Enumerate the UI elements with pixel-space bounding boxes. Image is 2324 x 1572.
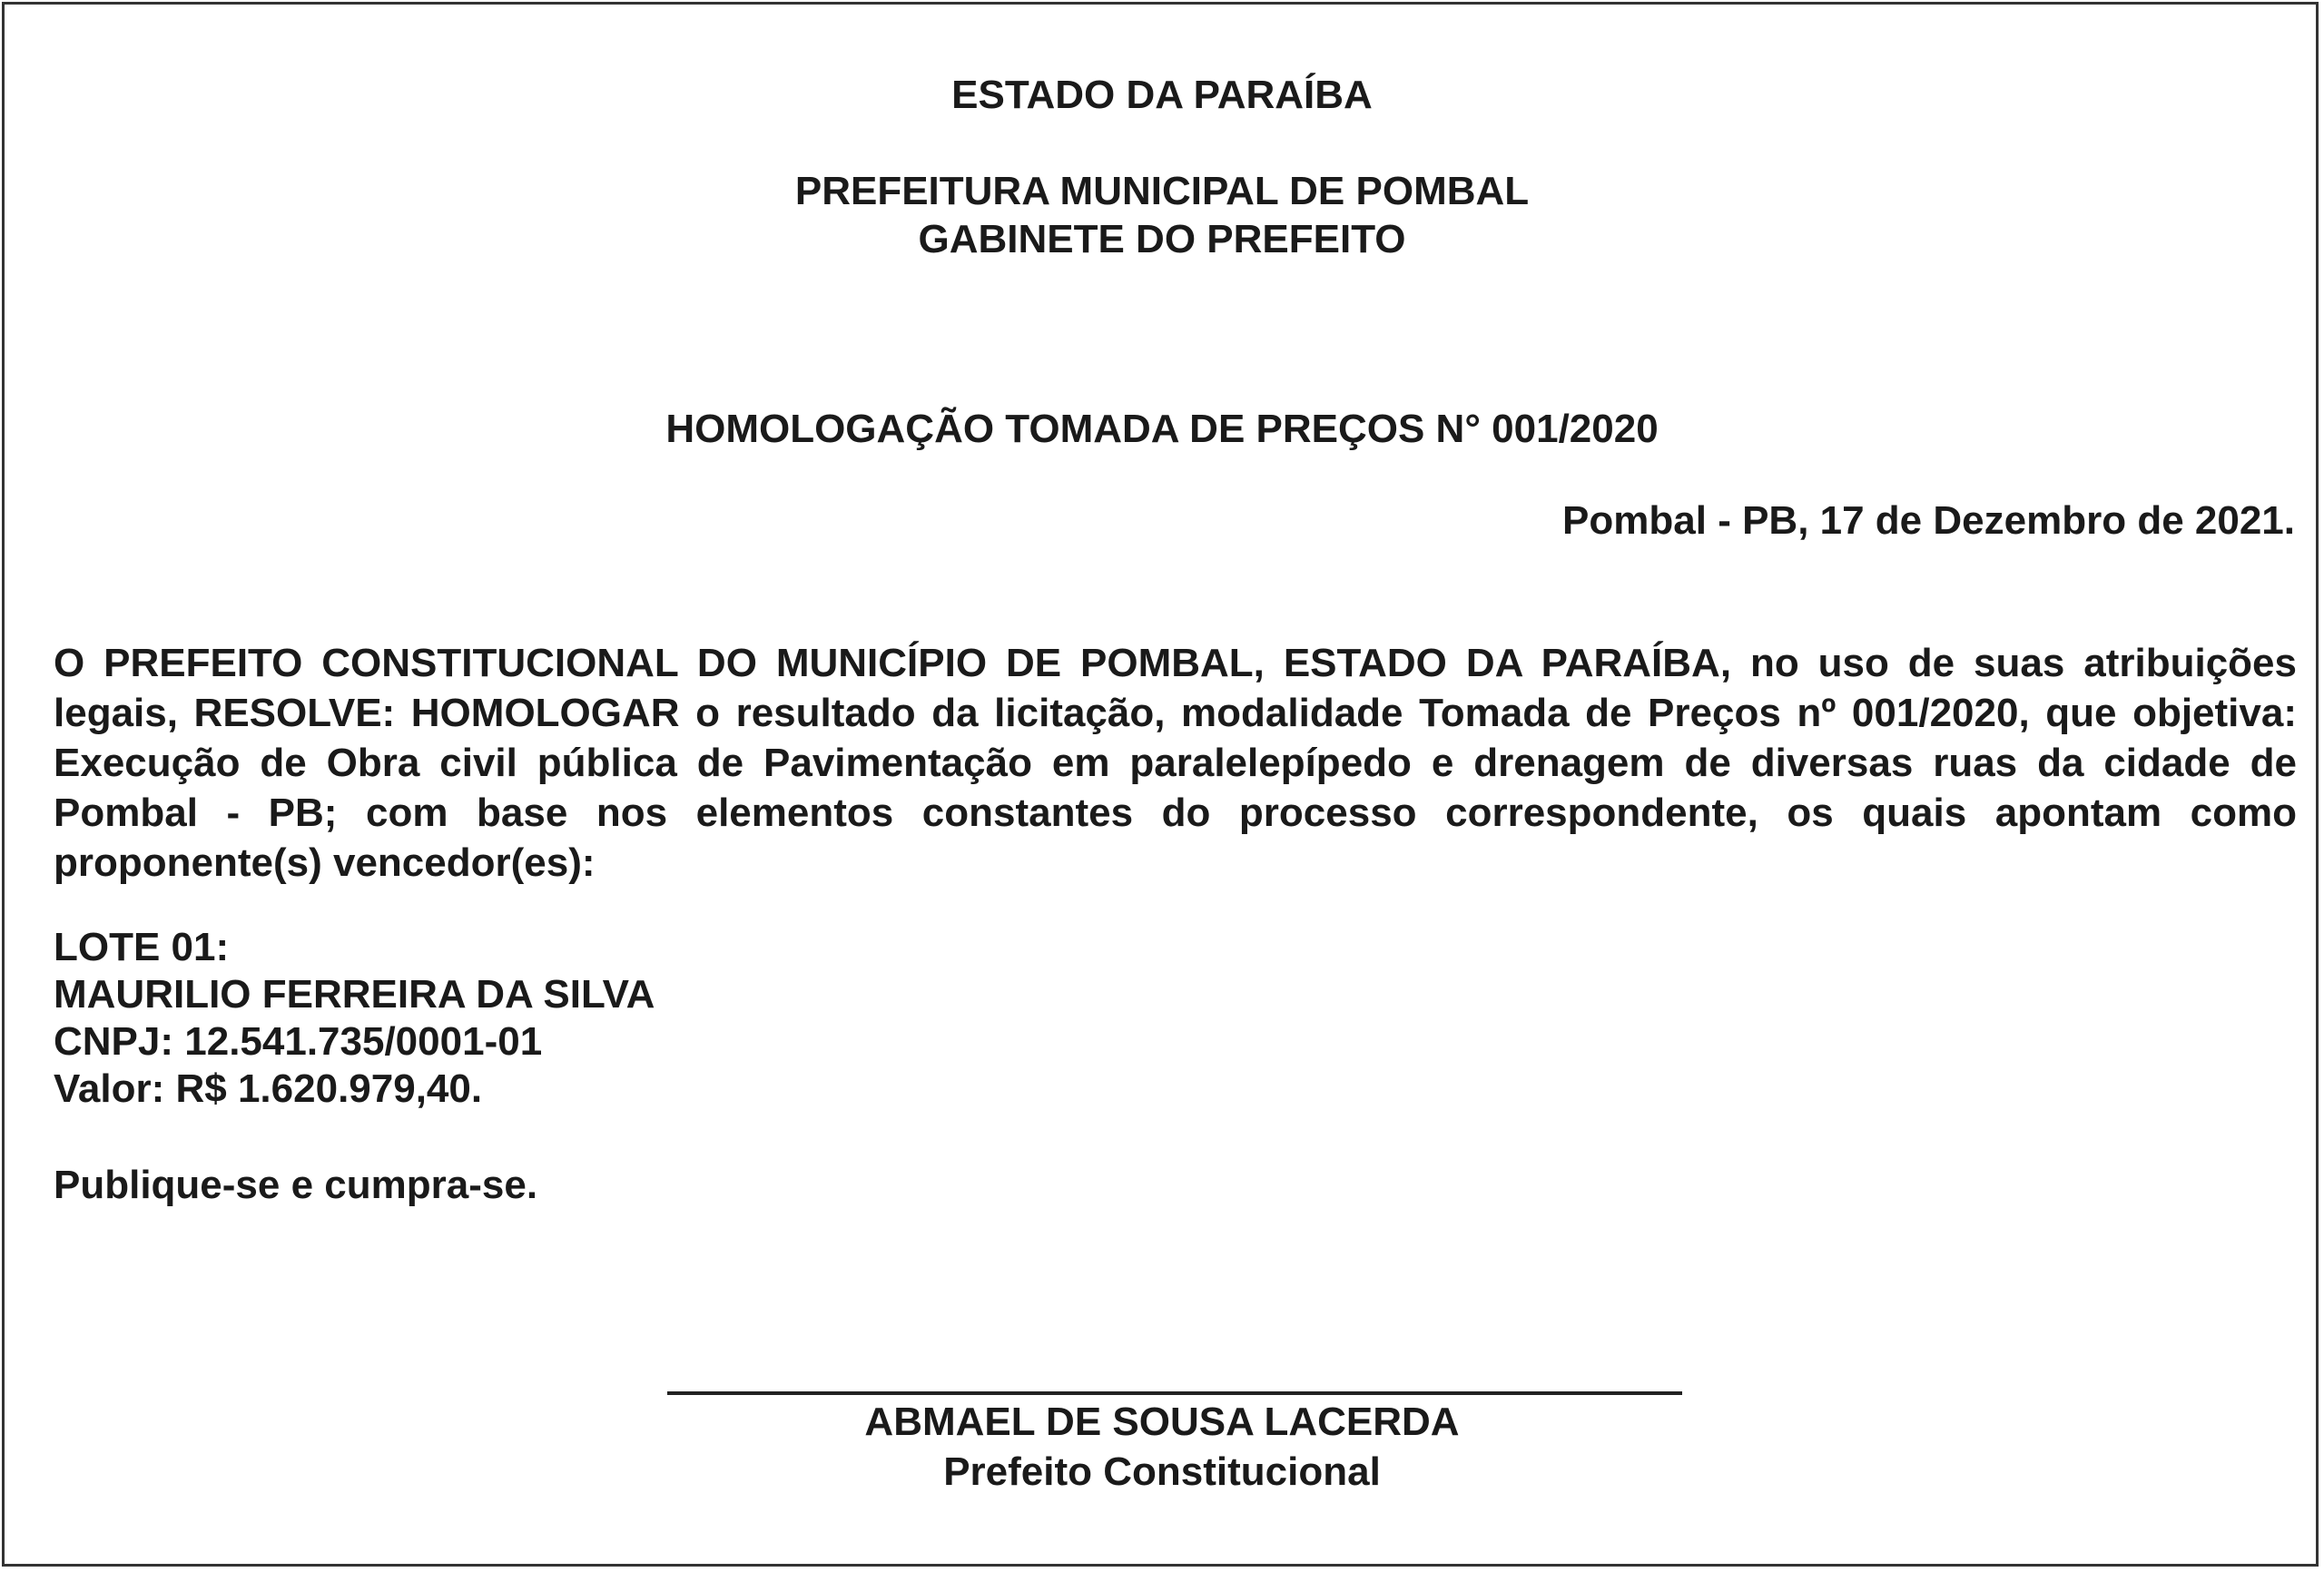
header-state: ESTADO DA PARAÍBA xyxy=(951,73,1373,117)
place-date: Pombal - PB, 17 de Dezembro de 2021. xyxy=(1562,498,2295,543)
winner-block xyxy=(54,924,655,1113)
signature-line xyxy=(667,1391,1682,1395)
header-office: GABINETE DO PREFEITO xyxy=(918,217,1406,261)
document-title: HOMOLOGAÇÃO TOMADA DE PREÇOS N° 001/2020 xyxy=(665,407,1659,451)
winner-cnpj: CNPJ: 12.541.735/0001-01 xyxy=(54,1019,543,1064)
signature-name: ABMAEL DE SOUSA LACERDA xyxy=(864,1400,1460,1444)
signature-role: Prefeito Constitucional xyxy=(943,1449,1381,1494)
closing-block xyxy=(54,1162,537,1209)
winner-name: MAURILIO FERREIRA DA SILVA xyxy=(54,972,655,1017)
winner-value: Valor: R$ 1.620.979,40. xyxy=(54,1066,483,1111)
closing-text: Publique-se e cumpra-se. xyxy=(54,1163,538,1207)
header-prefecture: PREFEITURA MUNICIPAL DE POMBAL xyxy=(794,169,1530,213)
lot-label: LOTE 01: xyxy=(54,925,230,969)
body-paragraph: O PREFEITO CONSTITUCIONAL DO MUNICÍPIO DE POMBAL, ESTADO DA PARAÍBA, no uso de suas atribuições legais, RESOLVE: HOMOLOGAR o resultado da licitação, modalidade Tomada de Preços nº 001/2020, que objetiva: Execução de Obra civil pública de Pavimentação em paralelepípedo e drenagem de diversas ruas da cidade de Pombal - PB; com base nos elementos constantes do processo correspondente, os quais apontam como proponente(s) vencedor(es): xyxy=(54,641,2297,885)
